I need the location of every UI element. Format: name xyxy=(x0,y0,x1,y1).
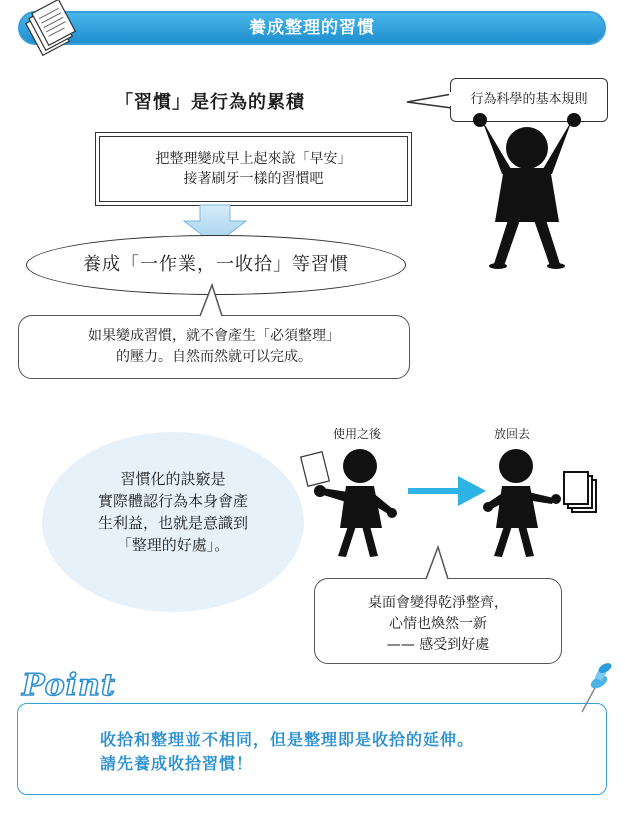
paper-stack-icon xyxy=(564,472,596,512)
papers-icon xyxy=(26,6,78,54)
benefit-box xyxy=(18,315,410,379)
benefit-line-2: 的壓力。自然而然就可以完成。 xyxy=(116,349,312,365)
tip-box xyxy=(99,136,408,202)
section-heading: 「習慣」是行為的累積 xyxy=(115,92,305,113)
benefit-line-1: 如果變成習慣，就不會產生「必須整理」 xyxy=(88,328,340,344)
label-put-back: 放回去 xyxy=(494,427,531,441)
habit-ellipse: 養成「一作業，一收拾」等習慣 xyxy=(26,235,406,295)
result-line-1: 桌面會變得乾淨整齊， xyxy=(368,595,508,611)
label-after-use: 使用之後 xyxy=(333,427,382,441)
result-tail xyxy=(422,546,452,581)
stick-figure-arms-up xyxy=(462,112,592,277)
point-logo: Point xyxy=(22,668,116,703)
header-bar xyxy=(18,11,606,45)
stick-figure-holding-paper xyxy=(298,442,408,560)
right-arrow-icon xyxy=(408,474,488,508)
point-line-1: 收拾和整理並不相同，但是整理即是收拾的延伸。 xyxy=(100,730,475,749)
result-box xyxy=(314,578,562,664)
pushpin-icon xyxy=(574,662,614,714)
speech-bubble: 行為科學的基本規則 xyxy=(450,78,608,122)
secret-text xyxy=(42,468,304,556)
point-line-2: 請先養成收拾習慣！ xyxy=(100,754,254,773)
benefit-tail xyxy=(196,284,226,318)
secret-line-4: 「整理的好處」。 xyxy=(116,536,230,554)
tip-line-1: 把整理變成早上起來說「早安」 xyxy=(155,151,352,167)
secret-line-2: 實際體認行為本身會產 xyxy=(97,492,248,510)
tip-line-2: 接著刷牙一樣的習慣吧 xyxy=(183,171,324,187)
page-title: 養成整理的習慣 xyxy=(249,18,375,38)
speech-tail xyxy=(405,92,455,114)
secret-line-3: 生利益，也就是意識到 xyxy=(97,514,248,532)
secret-line-1: 習慣化的訣竅是 xyxy=(120,470,226,488)
stick-figure-putting-back xyxy=(482,442,606,560)
point-text xyxy=(100,728,474,776)
result-line-2: 心情也煥然一新 xyxy=(389,616,487,632)
result-line-3: —— 感受到好處 xyxy=(386,637,490,653)
